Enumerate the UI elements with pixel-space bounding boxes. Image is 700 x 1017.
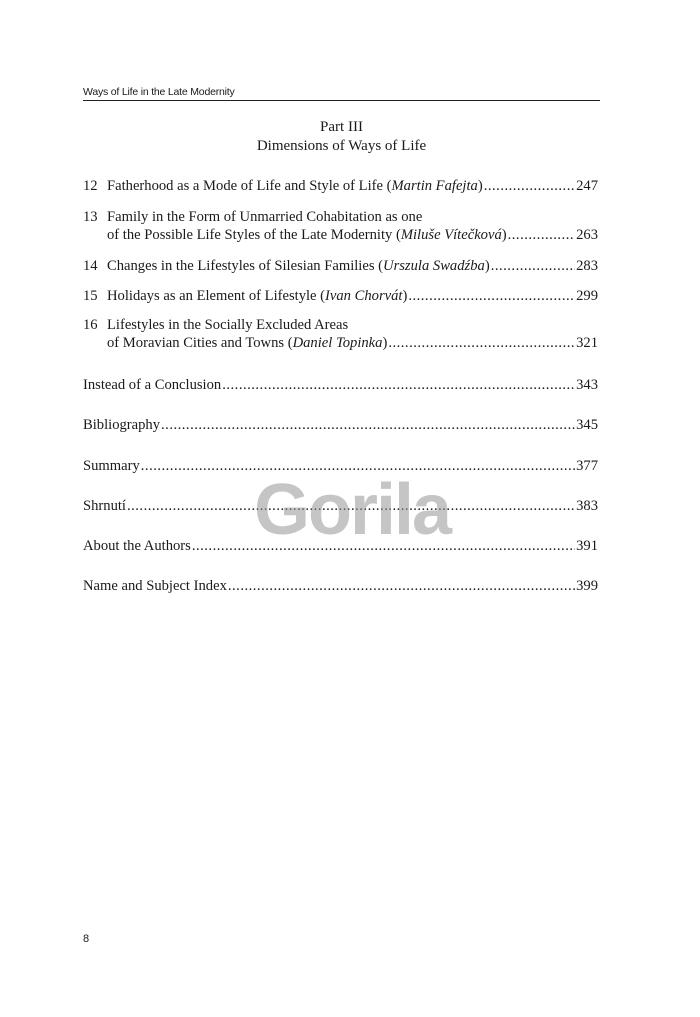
watermark-logo: Gorila	[253, 470, 451, 550]
section-title: Instead of a Conclusion	[83, 377, 222, 393]
dot-leader	[161, 416, 575, 434]
toc-bibliography[interactable]	[83, 416, 598, 434]
part-title: Dimensions of Ways of Life	[256, 138, 427, 154]
chapter-title: Changes in the Lifestyles of Silesian Families (Urszula Swadźba)	[107, 258, 490, 274]
folio-page-number: 8	[83, 933, 90, 945]
toc-instead-of-conclusion[interactable]	[83, 376, 598, 394]
chapter-title: Family in the Form of Unmarried Cohabitation as one	[107, 209, 423, 225]
dot-leader	[491, 257, 575, 275]
page-number: 263	[576, 227, 598, 243]
page-number: 343	[576, 377, 598, 393]
section-title: Shrnutí	[83, 498, 126, 514]
page-number: 321	[576, 335, 598, 351]
dot-leader	[508, 226, 575, 244]
chapter-title-continued: of the Possible Life Styles of the Late Modernity (Miluše Vítečková)	[107, 227, 507, 243]
dot-leader	[388, 334, 575, 352]
toc-name-and-subject-index[interactable]	[83, 577, 598, 595]
chapter-number: 14	[83, 258, 98, 274]
part-heading	[83, 118, 600, 156]
section-title: Bibliography	[83, 417, 161, 433]
chapter-author: Miluše Vítečková	[400, 227, 502, 243]
section-title: Name and Subject Index	[83, 578, 227, 594]
chapter-title: Lifestyles in the Socially Excluded Areas	[107, 317, 349, 333]
page-number: 283	[576, 258, 598, 274]
page-number: 399	[576, 578, 598, 594]
running-head: Ways of Life in the Late Modernity	[83, 86, 600, 101]
dot-leader	[408, 287, 575, 305]
section-title: Summary	[83, 458, 140, 474]
page-number: 391	[576, 538, 598, 554]
page-number: 247	[576, 178, 598, 194]
chapter-author: Urszula Swadźba	[383, 258, 485, 274]
dot-leader	[228, 577, 575, 595]
chapter-author: Ivan Chorvát	[325, 288, 403, 304]
chapter-title-continued: of Moravian Cities and Towns (Daniel Topinka)	[107, 335, 388, 351]
chapter-number: 13	[83, 209, 98, 225]
page-number: 345	[576, 417, 598, 433]
chapter-title: Fatherhood as a Mode of Life and Style of Life (Martin Fafejta)	[107, 178, 483, 194]
part-label: Part III	[320, 119, 363, 135]
page-number: 383	[576, 498, 598, 514]
chapter-author: Daniel Topinka	[292, 335, 383, 351]
toc-entry-15[interactable]	[83, 287, 598, 305]
dot-leader	[484, 177, 575, 195]
chapter-title: Holidays as an Element of Lifestyle (Ivan Chorvát)	[107, 288, 408, 304]
chapter-author: Martin Fafejta	[391, 178, 478, 194]
page-number: 377	[576, 458, 598, 474]
toc-entry-14[interactable]	[83, 257, 598, 275]
section-title: About the Authors	[83, 538, 191, 554]
toc-entry-16[interactable]	[83, 316, 598, 352]
page-number: 299	[576, 288, 598, 304]
dot-leader	[222, 376, 575, 394]
chapter-number: 12	[83, 178, 98, 194]
chapter-number: 15	[83, 288, 98, 304]
toc-entry-13[interactable]	[83, 208, 598, 244]
toc-entry-12[interactable]	[83, 177, 598, 195]
chapter-number: 16	[83, 317, 98, 333]
